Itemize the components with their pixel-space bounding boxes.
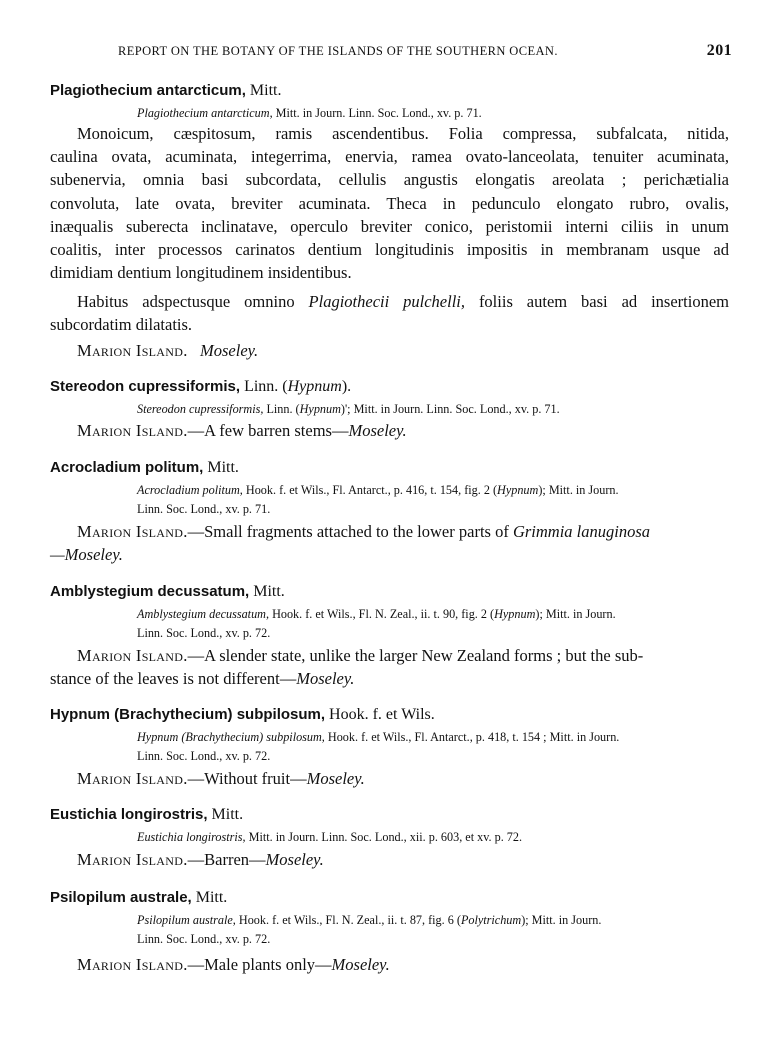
species-heading: [50, 706, 435, 724]
reference-synonym: Hypnum: [494, 607, 536, 621]
species-authority: Mitt.: [203, 459, 239, 476]
locality-line: [77, 421, 407, 441]
reference-line: Linn. Soc. Lond., xv. p. 71.: [137, 502, 271, 516]
species-heading: [50, 583, 285, 601]
locality-collector: Moseley.: [348, 421, 407, 440]
locality-text: —A slender state, unlike the larger New Zealand forms ; but the sub-: [187, 646, 644, 665]
species-authority-end: ).: [341, 378, 352, 395]
reference-name: Hypnum (Brachythecium) subpilosum,: [137, 730, 325, 744]
species-name: Acrocladium politum,: [50, 459, 204, 476]
reference-line: [137, 481, 729, 500]
description-line: subenervia, omnia basi subcordata, cellulis angustis elongatis areolata ; perichætialia: [50, 170, 729, 190]
species-reference: [137, 605, 729, 643]
locality-line: [77, 341, 258, 361]
locality-collector: Moseley.: [200, 341, 259, 360]
locality-place: Marion Island.: [77, 850, 188, 869]
reference-text: )'; Mitt. in Journ. Linn. Soc. Lond., xv. p. 71.: [340, 402, 560, 416]
species-genus-synonym: Hypnum: [287, 378, 342, 395]
locality-place: Marion Island.: [77, 646, 188, 665]
running-title: REPORT ON THE BOTANY OF THE ISLANDS OF THE SOUTHERN OCEAN.: [118, 44, 558, 58]
locality-place: Marion Island.: [77, 955, 188, 974]
locality-text: stance of the leaves is not different—: [50, 669, 297, 688]
reference-text: ); Mitt. in Journ.: [521, 913, 602, 927]
description-line: dimidiam dentium longitudinem insidentibus.: [50, 263, 352, 283]
reference-line: Linn. Soc. Lond., xv. p. 72.: [137, 932, 271, 946]
species-authority: Mitt.: [191, 889, 228, 906]
locality-host: Grimmia lanuginosa: [512, 522, 651, 541]
habitus-text: foliis autem basi ad insertionem: [465, 292, 729, 311]
description-line: coalitis, inter processos carinatos dentium longitudinis impositis in membranam usque ad: [50, 240, 729, 260]
reference-text: Hook. f. et Wils., Fl. Antarct., p. 418, t. 154 ; Mitt. in Journ.: [324, 730, 620, 744]
reference-synonym: Polytrichum: [460, 913, 522, 927]
locality-line: [50, 545, 123, 565]
locality-text: —Barren—: [187, 850, 266, 869]
description-line: inæqualis suberecta inclinatave, operculo breviter conico, peristomii interni ciliis in unum: [50, 216, 729, 236]
reference-line: [137, 605, 729, 624]
reference-line: [137, 911, 729, 930]
locality-line: [77, 955, 390, 975]
locality-text: —Small fragments attached to the lower parts of: [187, 522, 513, 541]
habitus-line: [50, 290, 729, 313]
reference-name: Acrocladium politum,: [137, 483, 243, 497]
running-head: [118, 42, 732, 64]
species-heading: [50, 889, 227, 907]
reference-text: Mitt. in Journ. Linn. Soc. Lond., xii. p. 603, et xv. p. 72.: [245, 830, 523, 844]
reference-synonym: Hypnum: [299, 402, 341, 416]
locality-line: [77, 769, 365, 789]
reference-text: Mitt. in Journ. Linn. Soc. Lond., xv. p. 71.: [272, 106, 482, 120]
reference-text: Linn. (: [263, 402, 300, 416]
locality-place: Marion Island.: [77, 522, 188, 541]
species-heading: [50, 82, 281, 100]
habitus-species: Plagiothecii pulchelli,: [308, 292, 465, 311]
locality-collector: Moseley.: [296, 669, 355, 688]
species-heading: [50, 378, 351, 396]
reference-line: Linn. Soc. Lond., xv. p. 72.: [137, 749, 271, 763]
habitus-line: subcordatim dilatatis.: [50, 315, 193, 335]
species-heading: [50, 806, 243, 824]
locality-place: Marion Island.: [77, 341, 188, 360]
habitus-text: Habitus adspectusque omnino: [77, 292, 309, 311]
locality-text: —Male plants only—: [187, 955, 332, 974]
species-reference: [137, 728, 729, 766]
description-line: Monoicum, cæspitosum, ramis ascendentibus. Folia compressa, subfalcata, nitida,: [77, 124, 729, 143]
locality-text: —A few barren stems—: [187, 421, 349, 440]
habitus-paragraph: [50, 290, 729, 336]
reference-line: [137, 728, 729, 747]
species-name: Plagiothecium antarcticum,: [50, 82, 246, 99]
reference-name: Plagiothecium antarcticum,: [137, 106, 273, 120]
locality-place: Marion Island.: [77, 769, 188, 788]
species-name: Amblystegium decussatum,: [50, 583, 250, 600]
reference-name: Eustichia longirostris,: [137, 830, 246, 844]
description-line: convoluta, late ovata, breviter acuminata. Theca in pedunculo elongato rubro, ovalis,: [50, 193, 729, 213]
species-authority: Mitt.: [207, 806, 244, 823]
species-reference: [137, 481, 729, 519]
reference-synonym: Hypnum: [497, 483, 539, 497]
reference-text: Hook. f. et Wils., Fl. Antarct., p. 416, t. 154, fig. 2 (: [242, 483, 498, 497]
locality-collector: —Moseley.: [50, 545, 123, 564]
species-name: Hypnum (Brachythecium) subpilosum,: [50, 706, 326, 723]
reference-text: Hook. f. et Wils., Fl. N. Zeal., ii. t. 87, fig. 6 (: [235, 913, 461, 927]
species-heading: [50, 459, 239, 477]
species-description: [50, 122, 729, 284]
reference-name: Amblystegium decussatum,: [137, 607, 270, 621]
locality-collector: Moseley.: [265, 850, 324, 869]
locality-line: [77, 522, 650, 542]
species-reference: [137, 104, 729, 123]
species-name: Stereodon cupressiformis,: [50, 378, 241, 395]
reference-name: Psilopilum australe,: [137, 913, 236, 927]
locality-line: [77, 646, 643, 666]
reference-text: Hook. f. et Wils., Fl. N. Zeal., ii. t. 90, fig. 2 (: [269, 607, 495, 621]
page-number: 201: [706, 42, 732, 59]
reference-text: ); Mitt. in Journ.: [538, 483, 619, 497]
species-authority: Mitt.: [249, 583, 285, 600]
locality-line: [50, 669, 354, 689]
species-reference: [137, 828, 729, 847]
reference-text: ); Mitt. in Journ.: [535, 607, 616, 621]
description-line: caulina ovata, acuminata, integerrima, enervia, ramea ovato-lanceolata, tenuiter acuminata,: [50, 147, 729, 167]
locality-collector: Moseley.: [331, 955, 390, 974]
locality-place: Marion Island.: [77, 421, 188, 440]
species-authority: Hook. f. et Wils.: [325, 706, 435, 723]
species-authority: Linn. (: [240, 378, 288, 395]
locality-text: —Without fruit—: [187, 769, 307, 788]
species-reference: [137, 911, 729, 949]
locality-line: [77, 850, 324, 870]
species-authority: Mitt.: [245, 82, 282, 99]
species-name: Eustichia longirostris,: [50, 806, 208, 823]
reference-name: Stereodon cupressiformis,: [137, 402, 264, 416]
species-reference: [137, 400, 729, 419]
locality-collector: Moseley.: [306, 769, 365, 788]
reference-line: Linn. Soc. Lond., xv. p. 72.: [137, 626, 271, 640]
species-name: Psilopilum australe,: [50, 889, 192, 906]
